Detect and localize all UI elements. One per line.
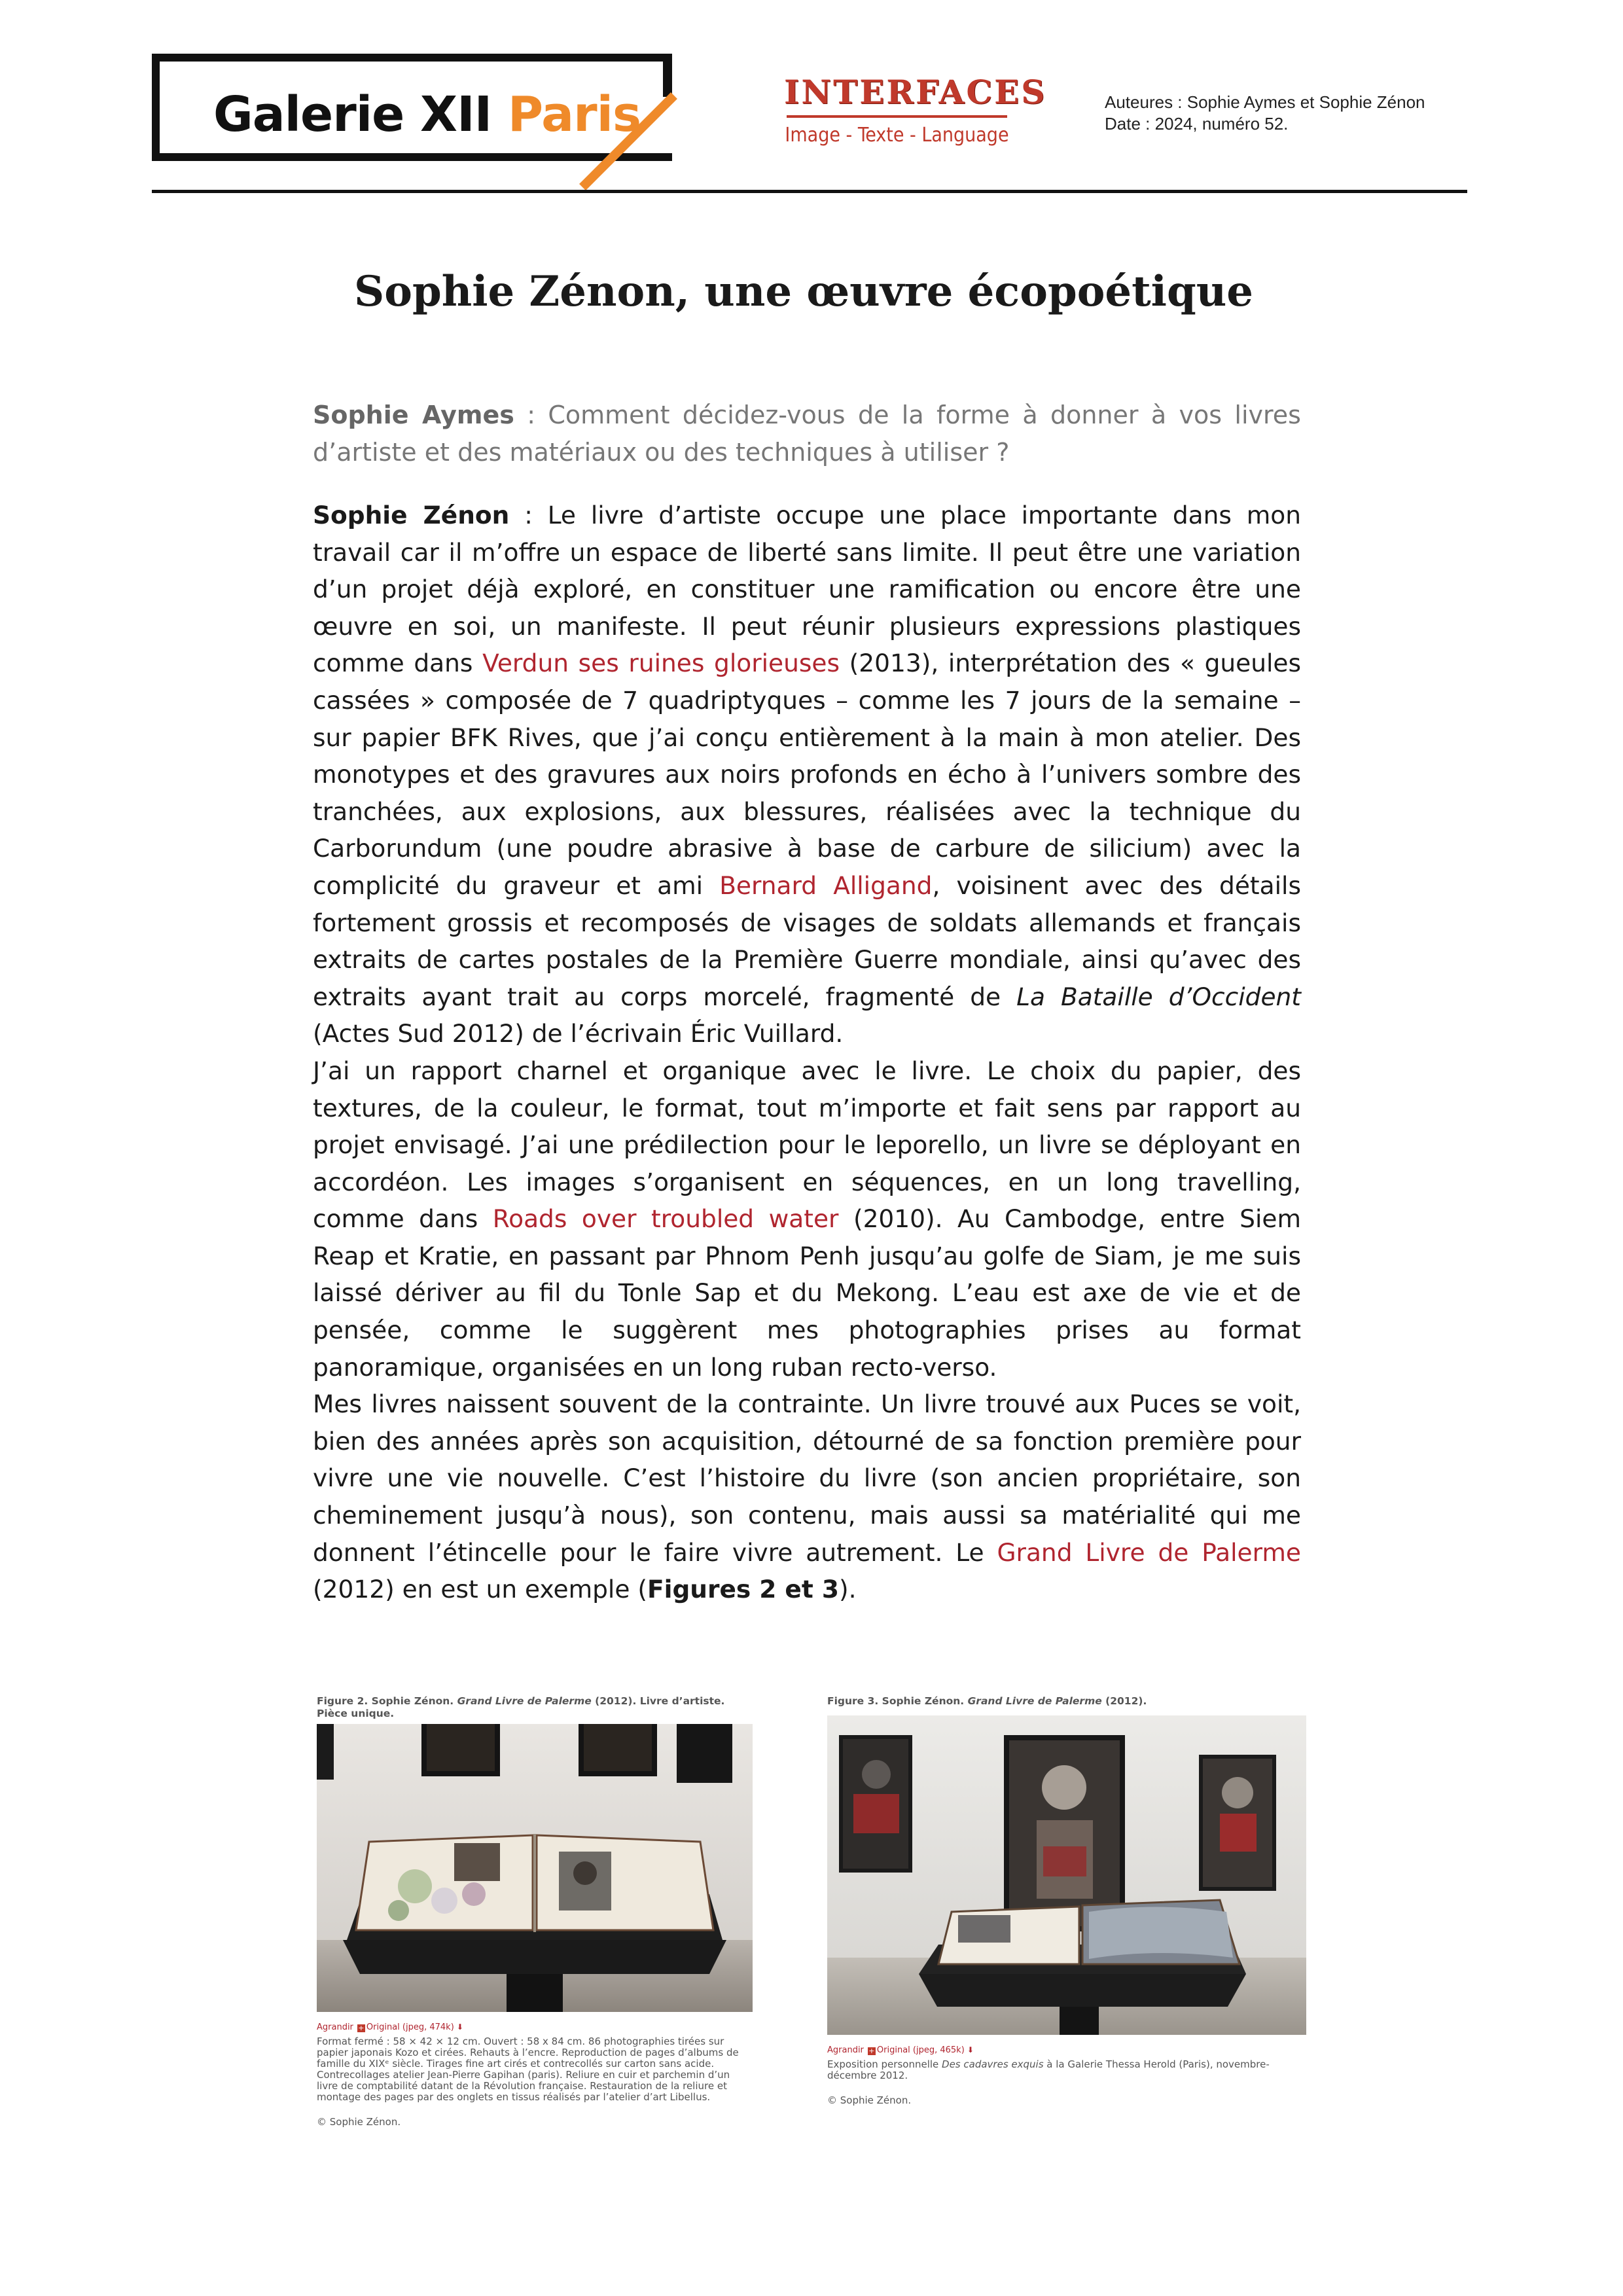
article-meta: [1105, 92, 1425, 135]
question-text: Comment décidez-vous de la forme à donner à vos livres d’artiste et des matériaux ou des techniques à utiliser ?: [313, 401, 1301, 467]
figure-3-description: Exposition personnelle Des cadavres exquis à la Galerie Thessa Herold (Paris), novembre-décembre 2012.: [827, 2058, 1270, 2081]
plus-icon: +: [358, 2024, 365, 2032]
figure-2-original-link[interactable]: Original (jpeg, 474k): [366, 2022, 454, 2032]
link-roads-over-troubled-water[interactable]: Roads over troubled water: [492, 1204, 839, 1234]
figure-3-agrandir-link[interactable]: Agrandir: [827, 2045, 864, 2055]
question-paragraph: Sophie Aymes : Comment décidez-vous de la forme à donner à vos livres d’artiste et des matériaux ou des techniques à utiliser ?: [313, 401, 1301, 467]
logo-frame-corner: [663, 54, 672, 97]
download-icon[interactable]: ⬇: [967, 2045, 974, 2054]
figure-2-copyright: © Sophie Zénon.: [317, 2116, 401, 2128]
answer-body: [313, 497, 1301, 1608]
figure-3-links: [827, 2044, 1306, 2056]
gallery-logo-text: [213, 86, 641, 143]
logo-accent-text: Paris: [507, 86, 641, 143]
figure-3-photo[interactable]: [827, 1715, 1306, 2035]
header-divider: [152, 190, 1467, 193]
figure-2-description: Format fermé : 58 × 42 × 12 cm. Ouvert : 58 x 84 cm. 86 photographies tirées sur papier japonais Kozo et cirées. Rehauts à l’encre. Reproduction de pages d’albums de famille du XIXᵉ siècle. Tirages fine art cirés et contrecollés sur carton sans acide. Contrecollages atelier Jean-Pierre Gapihan (paris). Reliure en cuir et parchemin d’un livre de comptabilité datant de la Révolution française. Restauration de la reliure et montage des pages par des onglets en tissus réalisés par l’atelier d’art Libellus.: [317, 2036, 739, 2103]
link-verdun[interactable]: Verdun ses ruines glorieuses: [482, 649, 840, 678]
article-title: Sophie Zénon, une œuvre écopoétique: [354, 267, 1253, 316]
journal-rule: [787, 115, 1007, 118]
question-speaker: Sophie Aymes: [313, 401, 514, 429]
journal-title: INTERFACES: [784, 73, 1047, 111]
figure-2-agrandir-link[interactable]: Agrandir: [317, 2022, 353, 2032]
plus-icon: +: [868, 2047, 875, 2055]
figure-3-caption: Figure 3. Sophie Zénon. Grand Livre de Palerme (2012).: [827, 1695, 1147, 1707]
link-grand-livre-de-palerme[interactable]: Grand Livre de Palerme: [997, 1537, 1301, 1567]
figures-reference: Figures 2 et 3: [647, 1575, 839, 1604]
authors-line: Auteures : Sophie Aymes et Sophie Zénon: [1105, 92, 1425, 112]
date-line: Date : 2024, numéro 52.: [1105, 114, 1289, 134]
figure-2-links: [317, 2021, 753, 2034]
figure-2: [317, 1695, 753, 2128]
journal-logo: [784, 73, 1047, 148]
answer-paragraph-2: J’ai un rapport charnel et organique avec le livre. Le choix du papier, des textures, de la couleur, le format, tout m’importe et fait sens par rapport au projet envisagé. J’ai une prédilection pour le leporello, un livre se déployant en accordéon. Les images s’organisent en séquences, en un long travelling, comme dans Roads over troubled water (2010). Au Cambodge, entre Siem Reap et Kratie, en passant par Phnom Penh jusqu’au golfe de Siam, je me suis laissé dériver au fil du Tonle Sap et du Mekong. L’eau est axe de vie et de pensée, comme le suggèrent mes photographies prises au format panoramique, organisées en un long ruban recto-verso.: [313, 1056, 1302, 1382]
link-bernard-alligand[interactable]: Bernard Alligand: [719, 870, 933, 900]
gallery-logo: [152, 54, 672, 161]
logo-main-text: Galerie XII: [213, 86, 508, 143]
figure-3-original-link[interactable]: Original (jpeg, 465k): [876, 2045, 965, 2055]
answer-paragraph-1: Sophie Zénon : Le livre d’artiste occupe une place importante dans mon travail car il m’offre un espace de liberté sans limite. Il peut être une variation d’un projet déjà exploré, en constituer une ramification ou encore être une œuvre en soi, un manifeste. Il peut réunir plusieurs expressions plastiques comme dans Verdun ses ruines glorieuses (2013), interprétation des « gueules cassées » composée de 7 quadriptyques – comme les 7 jours de la semaine – sur papier BFK Rives, que j’ai conçu entièrement à la main à mon atelier. Des monotypes et des gravures aux noirs profonds en écho à l’univers sombre des tranchées, aux explosions, aux blessures, réalisées avec la technique du Carborundum (une poudre abrasive à base de carbure de silicium) avec la complicité du graveur et ami Bernard Alligand, voisinent avec des détails fortement grossis et recomposés de visages de soldats allemands et français extraits de cartes postales de la Première Guerre mondiale, ainsi qu’avec des extraits ayant trait au corps morcelé, fragmenté de La Bataille d’Occident (Actes Sud 2012) de l’écrivain Éric Vuillard.: [313, 501, 1302, 1049]
figure-3-copyright: © Sophie Zénon.: [827, 2094, 912, 2106]
figure-2-caption: Figure 2. Sophie Zénon. Grand Livre de Palerme (2012). Livre d’artiste. Pièce unique.: [317, 1695, 725, 1719]
download-icon[interactable]: ⬇: [456, 2022, 463, 2032]
answer-speaker: Sophie Zénon: [313, 501, 510, 529]
figure-2-photo[interactable]: [317, 1724, 753, 2012]
exhibition-installation-photo: [827, 1715, 1306, 2035]
artist-book-on-lectern-photo: [317, 1724, 753, 2012]
book-title-italic: La Bataille d’Occident: [1016, 982, 1301, 1011]
answer-paragraph-3: Mes livres naissent souvent de la contrainte. Un livre trouvé aux Puces se voit, bien des années après son acquisition, détourné de sa fonction première pour vivre une vie nouvelle. C’est l’histoire du livre (son ancien propriétaire, son cheminement jusqu’à nous), son contenu, mais aussi sa matérialité qui me donnent l’étincelle pour le faire vivre autrement. Le Grand Livre de Palerme (2012) en est un exemple (Figures 2 et 3).: [313, 1390, 1301, 1604]
figure-3: [827, 1695, 1306, 2106]
journal-subtitle: Image - Texte - Language: [785, 124, 1009, 147]
